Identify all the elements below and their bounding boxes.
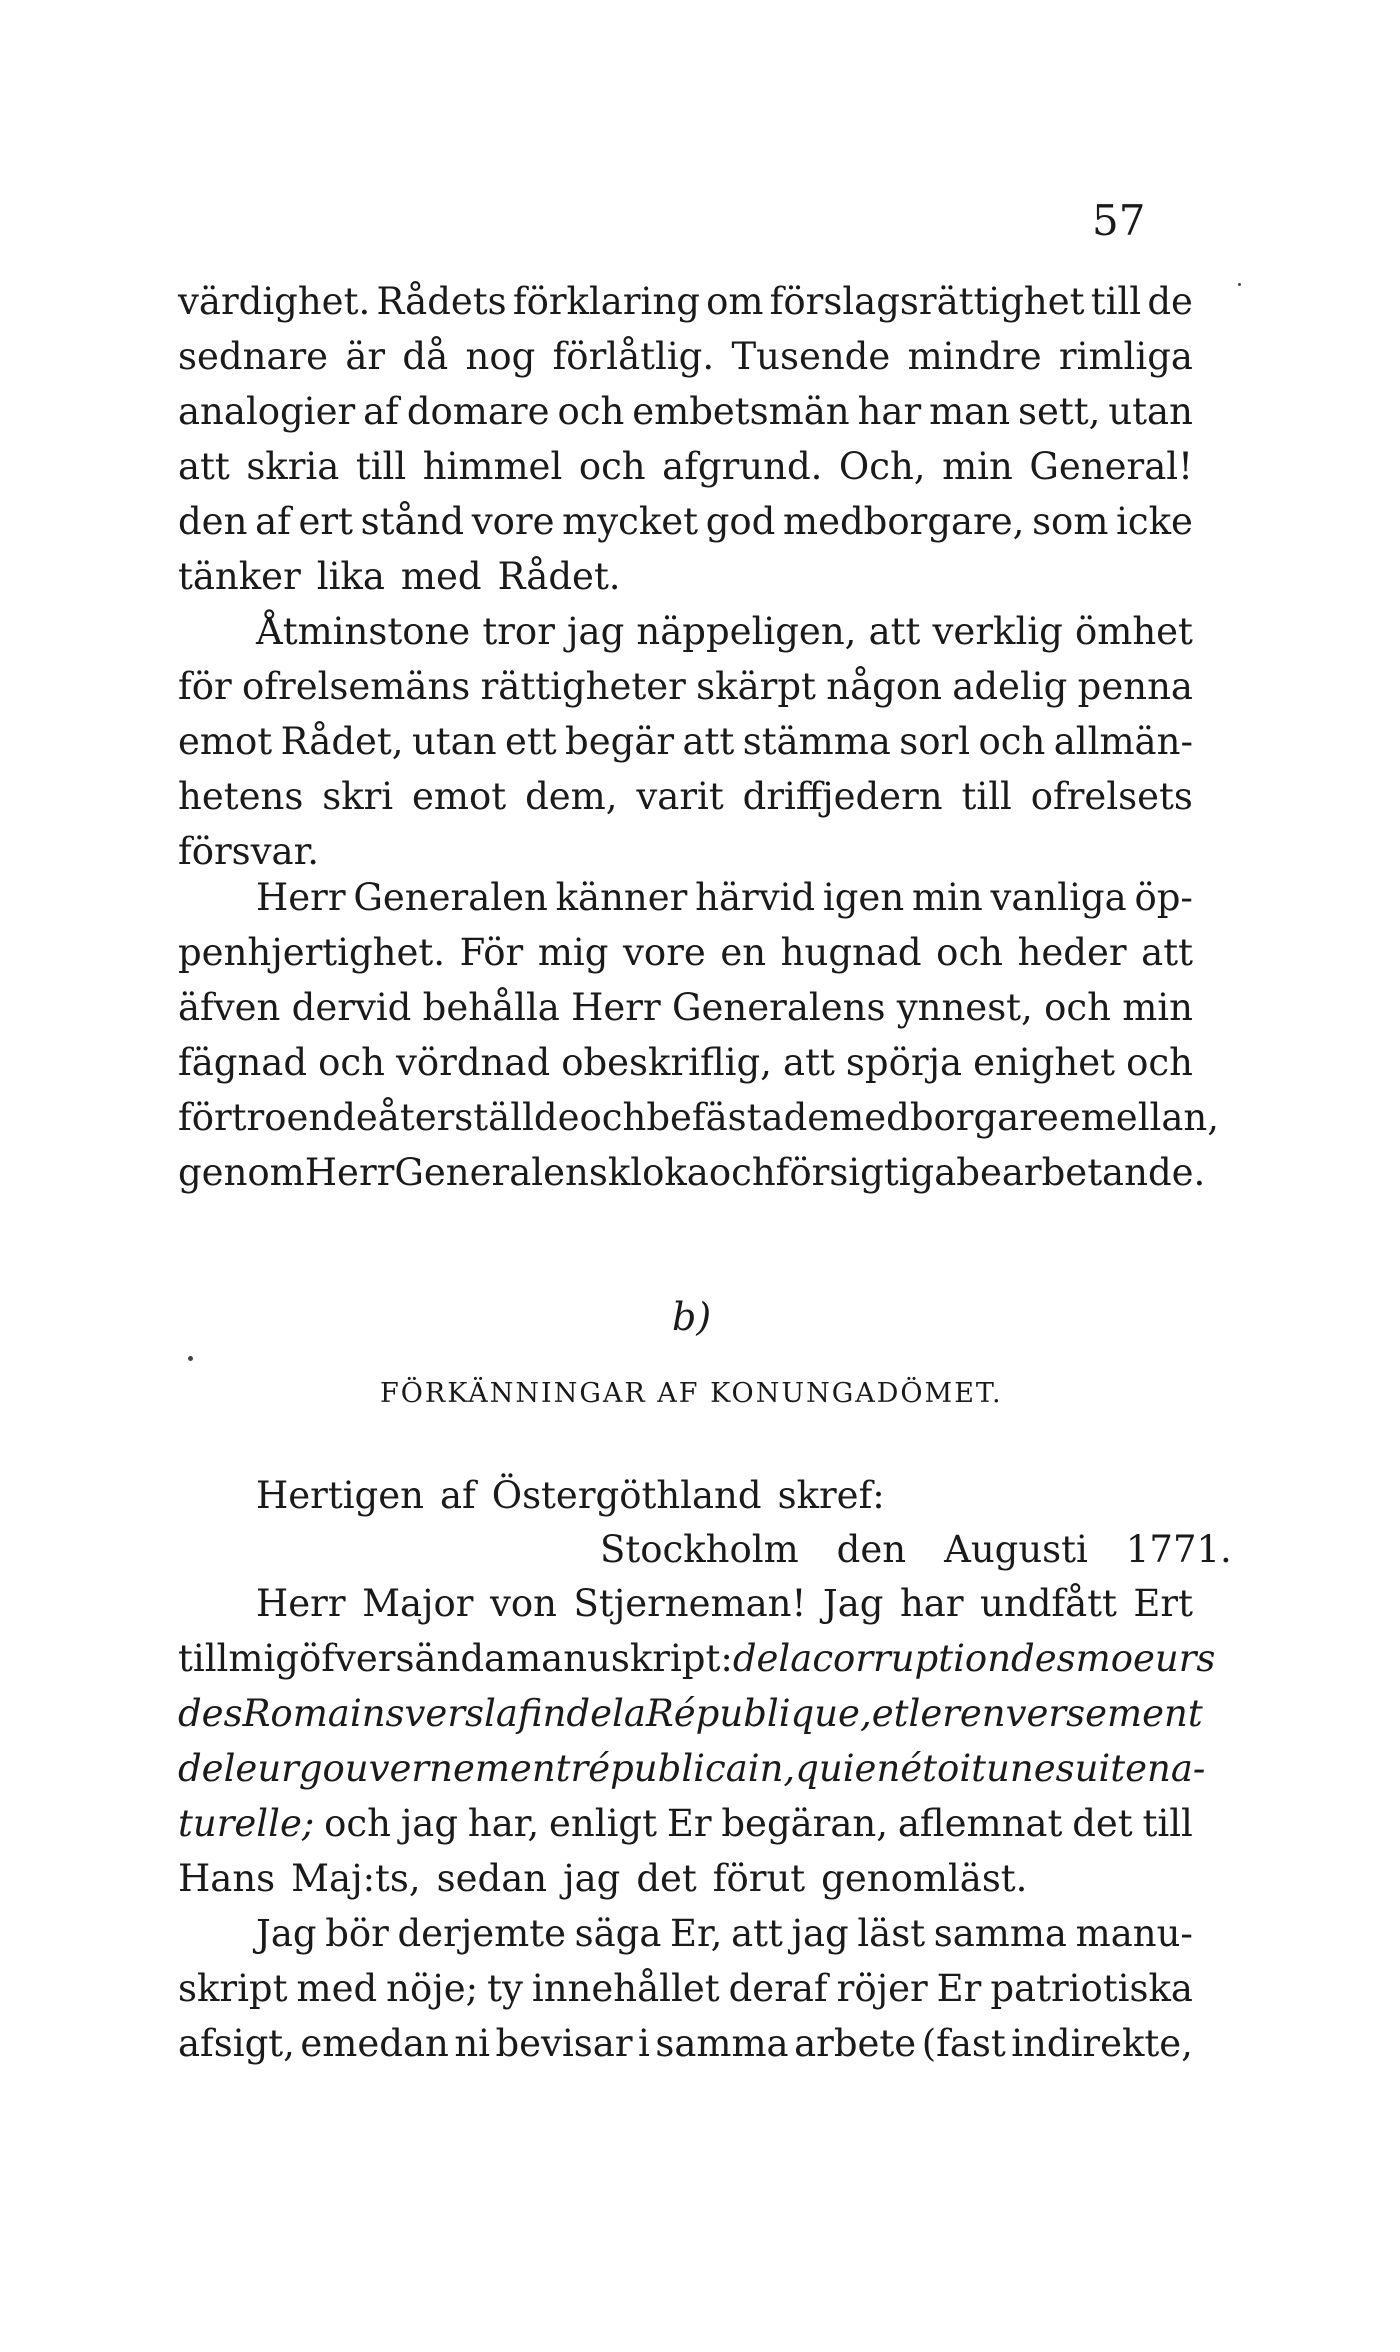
text-line <box>178 331 1193 383</box>
section-heading: FÖRKÄNNINGAR AF KONUNGADÖMET. <box>380 1378 1003 1409</box>
word: Stockholm <box>600 1528 799 1571</box>
word: allmän- <box>1053 720 1193 763</box>
word: och <box>1126 1041 1193 1084</box>
word: af <box>439 1474 476 1517</box>
word: bearbetande. <box>956 1151 1206 1194</box>
word: förtroende <box>178 1096 378 1139</box>
word: hugnad <box>780 931 922 974</box>
word: och <box>1044 986 1111 1029</box>
text-line <box>178 276 1193 328</box>
text-line <box>178 386 1193 438</box>
text-line <box>178 661 1193 713</box>
word: enligt <box>549 1802 657 1845</box>
word: är <box>345 335 386 378</box>
word: Hertigen <box>256 1474 424 1517</box>
word: genom <box>178 1151 305 1194</box>
word: aflemnat <box>897 1802 1063 1845</box>
word: Och, <box>838 445 926 488</box>
word: med <box>400 555 482 598</box>
word: Generalens <box>394 1151 608 1194</box>
word: man <box>929 390 1011 433</box>
word: öfversända <box>298 1637 507 1680</box>
word: att <box>783 1041 835 1084</box>
word: och <box>578 445 646 488</box>
word: Herr <box>571 986 661 1029</box>
word: le <box>908 1692 943 1735</box>
word: Er, <box>670 1912 723 1955</box>
dateline <box>600 1524 1270 1576</box>
word: verklig <box>932 610 1063 653</box>
word: någon <box>826 665 942 708</box>
word: medborgare <box>829 1096 1059 1139</box>
word: Rådets <box>376 280 507 323</box>
word: de <box>566 1692 613 1735</box>
word: återställde <box>377 1096 580 1139</box>
word: skärpt <box>696 665 816 708</box>
word: fin <box>517 1692 567 1735</box>
word: har <box>857 390 922 433</box>
word: patriotiska <box>990 1967 1193 2010</box>
word: deraf <box>728 1967 828 2010</box>
text-line <box>178 1147 1206 1199</box>
word: arbete <box>794 2022 917 2065</box>
word: rättigheter <box>480 665 686 708</box>
word: kloka <box>607 1151 709 1194</box>
text-line <box>256 1470 1193 1522</box>
word: min <box>911 876 983 919</box>
word: då <box>402 335 449 378</box>
word: utan <box>1108 390 1193 433</box>
word: ty <box>487 1967 523 2010</box>
word: Stjerneman! <box>573 1582 807 1625</box>
word: rimliga <box>1058 335 1193 378</box>
text-line <box>256 606 1193 658</box>
word: Herr <box>304 1151 395 1194</box>
word: befästade <box>646 1096 830 1139</box>
word: icke <box>1116 500 1193 543</box>
word: till <box>961 775 1012 818</box>
word: dem, <box>525 775 618 818</box>
word: ofrelsemäns <box>242 665 471 708</box>
word: indirekte, <box>1011 2022 1193 2065</box>
word: ert <box>298 500 353 543</box>
word: étoit <box>900 1747 987 1790</box>
word: nöje; <box>386 1967 479 2010</box>
word: emellan, <box>1058 1096 1220 1139</box>
text-line <box>178 1798 1193 1850</box>
word: den <box>836 1528 907 1571</box>
text-line <box>178 771 1193 823</box>
word: förut <box>712 1857 806 1900</box>
word: Tusende <box>731 335 891 378</box>
text-line <box>256 1908 1193 1960</box>
ink-speck <box>1238 283 1241 286</box>
word: säga <box>574 1912 662 1955</box>
word: skria <box>246 445 340 488</box>
word: ett <box>504 720 557 763</box>
word: ynnest, <box>896 986 1033 1029</box>
word: Romains <box>242 1692 405 1735</box>
word: jag <box>567 610 625 653</box>
text-line <box>178 927 1193 979</box>
word: Generalens <box>671 986 886 1029</box>
word: tror <box>482 610 555 653</box>
word: som <box>1032 500 1109 543</box>
word: de <box>178 1747 224 1790</box>
word: medborgare, <box>783 500 1025 543</box>
word: begäran, <box>721 1802 889 1845</box>
word: sednare <box>178 335 329 378</box>
word: öp- <box>1134 876 1193 919</box>
text-line <box>178 1092 1220 1144</box>
word: domare <box>406 390 550 433</box>
word: och <box>708 1151 776 1194</box>
word: mig <box>228 1637 299 1680</box>
word: vers <box>404 1692 484 1735</box>
word: om <box>706 280 764 323</box>
word: och <box>978 720 1046 763</box>
word: mindre <box>907 335 1042 378</box>
word: républicain, <box>570 1747 796 1790</box>
word: penna <box>1077 665 1193 708</box>
word: det <box>636 1857 697 1900</box>
word: spörja <box>845 1041 963 1084</box>
word: till <box>1090 280 1142 323</box>
word: Rådet. <box>497 555 621 598</box>
word: emot <box>412 775 507 818</box>
word: la <box>778 1637 813 1680</box>
word: en <box>854 1747 901 1790</box>
word: varit <box>636 775 724 818</box>
word: och <box>936 931 1003 974</box>
text-line <box>178 1688 1203 1740</box>
word: att <box>682 720 735 763</box>
word: vanliga <box>990 876 1127 919</box>
word: känner <box>555 876 688 919</box>
word: moeurs <box>1075 1637 1216 1680</box>
word: För <box>459 931 524 974</box>
word: emedan <box>300 2022 449 2065</box>
text-line <box>178 1633 1216 1685</box>
word: la <box>612 1692 646 1735</box>
word: att <box>1141 931 1193 974</box>
word: 1771. <box>1125 1528 1232 1571</box>
word: den <box>178 500 248 543</box>
word: det <box>1072 1802 1133 1845</box>
word: Hans <box>178 1857 276 1900</box>
word: min <box>942 445 1013 488</box>
text-line <box>178 2018 1193 2070</box>
word: analogier <box>178 390 356 433</box>
text-line <box>256 1578 1193 1630</box>
word: jag <box>791 1912 849 1955</box>
word: Maj:ts, <box>291 1857 421 1900</box>
word: med <box>296 1967 378 2010</box>
word: sett, <box>1018 390 1101 433</box>
word: försigtiga <box>775 1151 957 1194</box>
word: till <box>178 1637 229 1680</box>
word: stånd <box>360 500 465 543</box>
word: corruption <box>812 1637 1012 1680</box>
word: afgrund. <box>662 445 823 488</box>
word: förslagsrättighet <box>769 280 1085 323</box>
word: la <box>484 1692 518 1735</box>
text-line <box>178 1853 1193 1905</box>
word: förlåtlig. <box>552 335 715 378</box>
word: har <box>899 1582 964 1625</box>
word: nog <box>465 335 536 378</box>
word: i <box>638 2022 650 2065</box>
word: emot <box>178 720 273 763</box>
ink-speck <box>188 1356 193 1361</box>
word: vore <box>623 931 706 974</box>
word: försvar. <box>178 830 319 873</box>
word: obeskriflig, <box>561 1041 772 1084</box>
word: läst <box>857 1912 926 1955</box>
word: penhjertighet. <box>178 931 446 974</box>
word: embetsmän <box>632 390 850 433</box>
word: Jag <box>256 1912 317 1955</box>
word: hetens <box>178 775 304 818</box>
word: sedan <box>436 1857 548 1900</box>
word: enighet <box>973 1041 1115 1084</box>
word: Rådet, <box>280 720 404 763</box>
word: na- <box>1147 1747 1206 1790</box>
word: samma <box>933 1912 1067 1955</box>
word: näppeligen, <box>636 610 857 653</box>
text-line <box>178 826 1193 878</box>
word: har, <box>467 1802 540 1845</box>
word: des <box>1011 1637 1076 1680</box>
word: turelle; <box>178 1802 315 1845</box>
word: behålla <box>422 986 560 1029</box>
word: stämma <box>742 720 891 763</box>
word: Augusti <box>944 1528 1088 1571</box>
word: begär <box>565 720 675 763</box>
word: et <box>871 1692 909 1735</box>
word: en <box>720 931 767 974</box>
word: och <box>579 1096 647 1139</box>
word: Herr <box>256 876 346 919</box>
page-number: 57 <box>1092 196 1146 245</box>
word: une <box>986 1747 1056 1790</box>
word: gouvernement <box>298 1747 571 1790</box>
word: bör <box>325 1912 389 1955</box>
word: leur <box>223 1747 299 1790</box>
word: och <box>557 390 625 433</box>
word: des <box>178 1692 243 1735</box>
word: att <box>178 445 230 488</box>
word: driffjedern <box>742 775 943 818</box>
word: Generalen <box>353 876 548 919</box>
word: att <box>868 610 921 653</box>
word: Östergöthland <box>491 1474 762 1517</box>
word: värdighet. <box>178 280 371 323</box>
word: ni <box>454 2022 490 2065</box>
word: utan <box>411 720 497 763</box>
section-marker: b) <box>672 1295 712 1339</box>
word: von <box>489 1582 557 1625</box>
word: äfven <box>178 986 281 1029</box>
word: Er <box>936 1967 982 2010</box>
word: de <box>732 1637 779 1680</box>
word: och <box>318 1041 385 1084</box>
word: skref: <box>777 1474 885 1517</box>
text-line <box>256 872 1193 924</box>
text-line <box>178 1037 1193 1089</box>
text-line <box>178 496 1193 548</box>
word: och <box>324 1802 391 1845</box>
word: fägnad <box>178 1041 308 1084</box>
word: röjer <box>836 1967 928 2010</box>
word: samma <box>655 2022 789 2065</box>
word: Er <box>666 1802 712 1845</box>
word: af <box>363 390 399 433</box>
word: bevisar <box>495 2022 633 2065</box>
word: Jag <box>822 1582 884 1625</box>
word: Åtminstone <box>256 610 471 653</box>
word: manu- <box>1075 1912 1193 1955</box>
word: General! <box>1029 445 1193 488</box>
word: till <box>355 445 407 488</box>
word: ömhet <box>1074 610 1193 653</box>
word: Républiqu​e, <box>645 1692 872 1735</box>
word: qui <box>795 1747 855 1790</box>
word: jag <box>400 1802 459 1845</box>
word: genomläst. <box>821 1857 1028 1900</box>
word: mig <box>537 931 609 974</box>
word: renversement <box>942 1692 1203 1735</box>
word: (fast <box>921 2022 1006 2065</box>
word: innehållet <box>531 1967 720 2010</box>
word: Herr <box>256 1582 346 1625</box>
word: af <box>255 500 291 543</box>
text-line <box>178 1963 1193 2015</box>
word: vore <box>471 500 555 543</box>
word: lika <box>316 555 385 598</box>
text-line <box>178 982 1193 1034</box>
word: skri <box>322 775 394 818</box>
word: himmel <box>422 445 563 488</box>
word: afsigt, <box>178 2022 295 2065</box>
word: igen <box>822 876 905 919</box>
word: att <box>731 1912 783 1955</box>
word: för <box>178 665 232 708</box>
word: sorl <box>899 720 971 763</box>
word: härvid <box>695 876 816 919</box>
word: suite <box>1055 1747 1148 1790</box>
word: adelig <box>952 665 1068 708</box>
word: jag <box>563 1857 621 1900</box>
text-line <box>178 441 1193 493</box>
word: de <box>1147 280 1193 323</box>
word: Ert <box>1133 1582 1193 1625</box>
text-line <box>178 716 1193 768</box>
word: undfått <box>980 1582 1117 1625</box>
word: dervid <box>291 986 412 1029</box>
word: god <box>705 500 776 543</box>
word: min <box>1122 986 1193 1029</box>
word: förklaring <box>512 280 700 323</box>
word: derjemte <box>397 1912 566 1955</box>
text-line <box>178 551 1193 603</box>
word: heder <box>1017 931 1127 974</box>
word: Major <box>362 1582 474 1625</box>
word: mycket <box>562 500 699 543</box>
word: skript <box>178 1967 288 2010</box>
word: ofrelsets <box>1030 775 1193 818</box>
word: vördnad <box>396 1041 551 1084</box>
text-line <box>178 1743 1206 1795</box>
word: tänker <box>178 555 301 598</box>
word: till <box>1142 1802 1193 1845</box>
word: manuskript: <box>506 1637 733 1680</box>
